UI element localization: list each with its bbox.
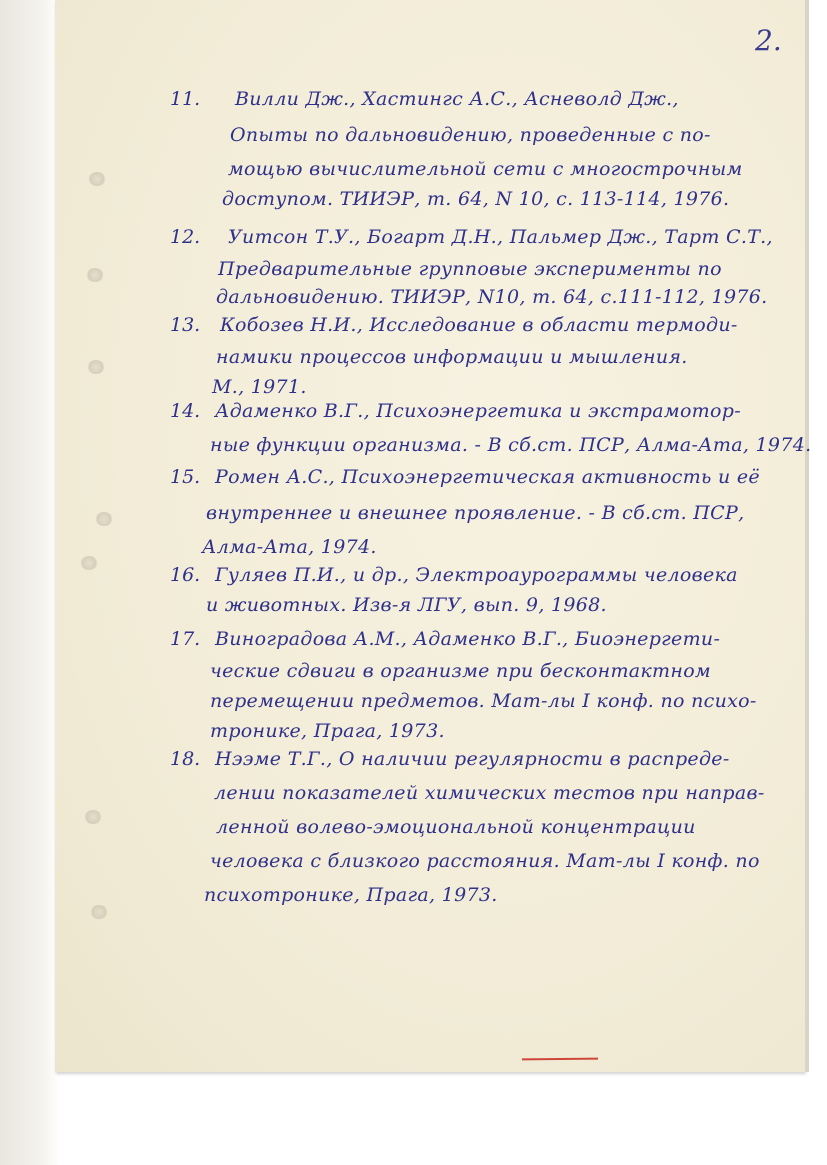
entry-line: Адаменко В.Г., Психоэнергетика и экстрамотор- xyxy=(215,400,741,422)
entry-number: 17. xyxy=(170,628,201,650)
entry-line: перемещении предметов. Мат-лы I конф. по психо- xyxy=(210,690,757,712)
entry-line: Предварительные групповые эксперименты по xyxy=(218,258,722,280)
punch-hole xyxy=(90,905,108,919)
entry-line: Виноградова А.М., Адаменко В.Г., Биоэнергети- xyxy=(215,628,721,650)
entry-line: Опыты по дальновидению, проведенные с по- xyxy=(230,124,711,146)
entry-line: доступом. ТИИЭР, т. 64, N 10, с. 113-114, 1976. xyxy=(222,188,730,210)
entry-number: 11. xyxy=(170,88,201,110)
entry-line: Вилли Дж., Хастингс А.С., Асневолд Дж., xyxy=(235,88,679,110)
entry-line: лении показателей химических тестов при направ- xyxy=(214,782,765,804)
entry-number: 12. xyxy=(170,226,201,248)
entry-line: Ромен А.С., Психоэнергетическая активность и её xyxy=(215,466,760,488)
entry-number: 18. xyxy=(170,748,201,770)
entry-line: и животных. Изв-я ЛГУ, вып. 9, 1968. xyxy=(206,594,607,616)
entry-line: тронике, Прага, 1973. xyxy=(210,720,445,742)
punch-hole xyxy=(88,172,106,186)
entry-line: Гуляев П.И., и др., Электроаурограммы человека xyxy=(215,564,738,586)
punch-hole xyxy=(86,268,104,282)
entry-line: дальновидению. ТИИЭР, N10, т. 64, с.111-112, 1976. xyxy=(216,286,768,308)
entry-line: человека с близкого расстояния. Мат-лы I конф. по xyxy=(210,850,760,872)
entry-line: мощью вычислительной сети с многострочным xyxy=(228,158,743,180)
entry-number: 14. xyxy=(170,400,201,422)
entry-line: М., 1971. xyxy=(212,376,307,398)
page-number: 2. xyxy=(755,24,782,57)
entry-line: ные функции организма. - В сб.ст. ПСР, Алма-Ата, 1974. xyxy=(210,434,812,456)
entry-line: Кобозев Н.И., Исследование в области термоди- xyxy=(220,314,738,336)
punch-hole xyxy=(80,556,98,570)
punch-hole xyxy=(95,512,113,526)
punch-hole xyxy=(84,810,102,824)
entry-number: 16. xyxy=(170,564,201,586)
entry-line: Алма-Ата, 1974. xyxy=(202,536,377,558)
entry-line: внутреннее и внешнее проявление. - В сб.ст. ПСР, xyxy=(206,502,745,524)
entry-number: 13. xyxy=(170,314,201,336)
sheet-edge xyxy=(805,0,809,1072)
punch-hole xyxy=(87,360,105,374)
entry-line: ческие сдвиги в организме при бесконтактном xyxy=(210,660,711,682)
entry-line: Нээме Т.Г., О наличии регулярности в распреде- xyxy=(215,748,730,770)
entry-line: ленной волево-эмоциональной концентрации xyxy=(216,816,696,838)
entry-line: психотронике, Прага, 1973. xyxy=(204,884,498,906)
entry-line: намики процессов информации и мышления. xyxy=(216,346,688,368)
entry-line: Уитсон Т.У., Богарт Д.Н., Пальмер Дж., Тарт С.Т., xyxy=(228,226,773,248)
entry-number: 15. xyxy=(170,466,201,488)
